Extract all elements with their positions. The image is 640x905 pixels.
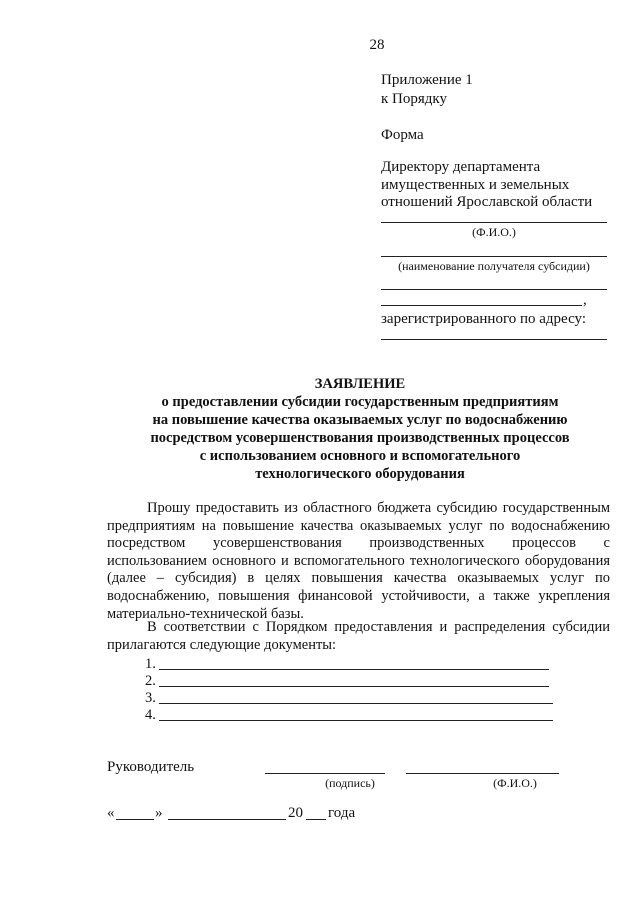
- year-suffix: года: [328, 805, 356, 821]
- recipient-name-blank: [381, 256, 607, 257]
- list-item-number: 3.: [145, 690, 156, 706]
- director-fio-caption: (Ф.И.О.): [472, 225, 516, 239]
- date-close-quote: »: [155, 805, 163, 821]
- title-line-3: посредством усовершенствования производственных процессов: [150, 430, 570, 446]
- addressee-line-3: отношений Ярославской области: [381, 194, 593, 210]
- addressee-line-2: имущественных и земельных: [381, 177, 570, 193]
- director-fio-blank: [381, 222, 607, 223]
- year-blank: [306, 819, 326, 820]
- order-reference: к Порядку: [381, 91, 447, 107]
- form-label: Форма: [381, 127, 424, 143]
- request-paragraph: Прошу предоставить из областного бюджета субсидию государственным предприятиям на повышение качества оказываемых услуг по водоснабжению посредством усовершенствования производственных процессов с использованием основного и вспомогательного технологического оборудования (далее – субсидия) в целях повышения качества оказываемых услуг по водоснабжению, повышения финансовой устойчивости, а также укрепления материально-технической базы.: [107, 500, 610, 622]
- head-fio-caption: (Ф.И.О.): [493, 776, 537, 790]
- registered-address-label: зарегистрированного по адресу:: [381, 311, 586, 327]
- appendix-label: Приложение 1: [381, 72, 473, 88]
- page-number: 28: [369, 37, 385, 53]
- recipient-extra-blank-2: [381, 305, 582, 306]
- title-line-1: о предоставлении субсидии государственным предприятиям: [161, 394, 559, 410]
- list-item-blank: [159, 720, 553, 721]
- list-item-blank: [159, 703, 553, 704]
- list-item-number: 2.: [145, 673, 156, 689]
- comma-mark: ,: [583, 292, 587, 308]
- document-heading: ЗАЯВЛЕНИЕ: [314, 376, 406, 392]
- list-item-blank: [159, 669, 549, 670]
- head-fio-blank: [406, 773, 559, 774]
- title-line-4: с использованием основного и вспомогательного: [199, 448, 521, 464]
- list-item-number: 4.: [145, 707, 156, 723]
- title-line-5: технологического оборудования: [255, 466, 465, 482]
- signature-blank: [265, 773, 385, 774]
- date-day-blank: [116, 819, 154, 820]
- recipient-name-caption: (наименование получателя субсидии): [398, 259, 590, 273]
- head-label: Руководитель: [107, 759, 195, 775]
- list-item-blank: [159, 686, 549, 687]
- documents-paragraph: В соответствии с Порядком предоставления и распределения субсидии прилагаются следующие документы:: [107, 619, 610, 653]
- date-month-blank: [168, 819, 286, 820]
- date-open-quote: «: [107, 805, 115, 821]
- address-blank: [381, 339, 607, 340]
- signature-caption: (подпись): [325, 776, 375, 790]
- title-line-2: на повышение качества оказываемых услуг по водоснабжению: [152, 412, 568, 428]
- recipient-extra-blank-1: [381, 289, 607, 290]
- addressee-line-1: Директору департамента: [381, 159, 541, 175]
- list-item-number: 1.: [145, 656, 156, 672]
- year-prefix: 20: [288, 805, 303, 821]
